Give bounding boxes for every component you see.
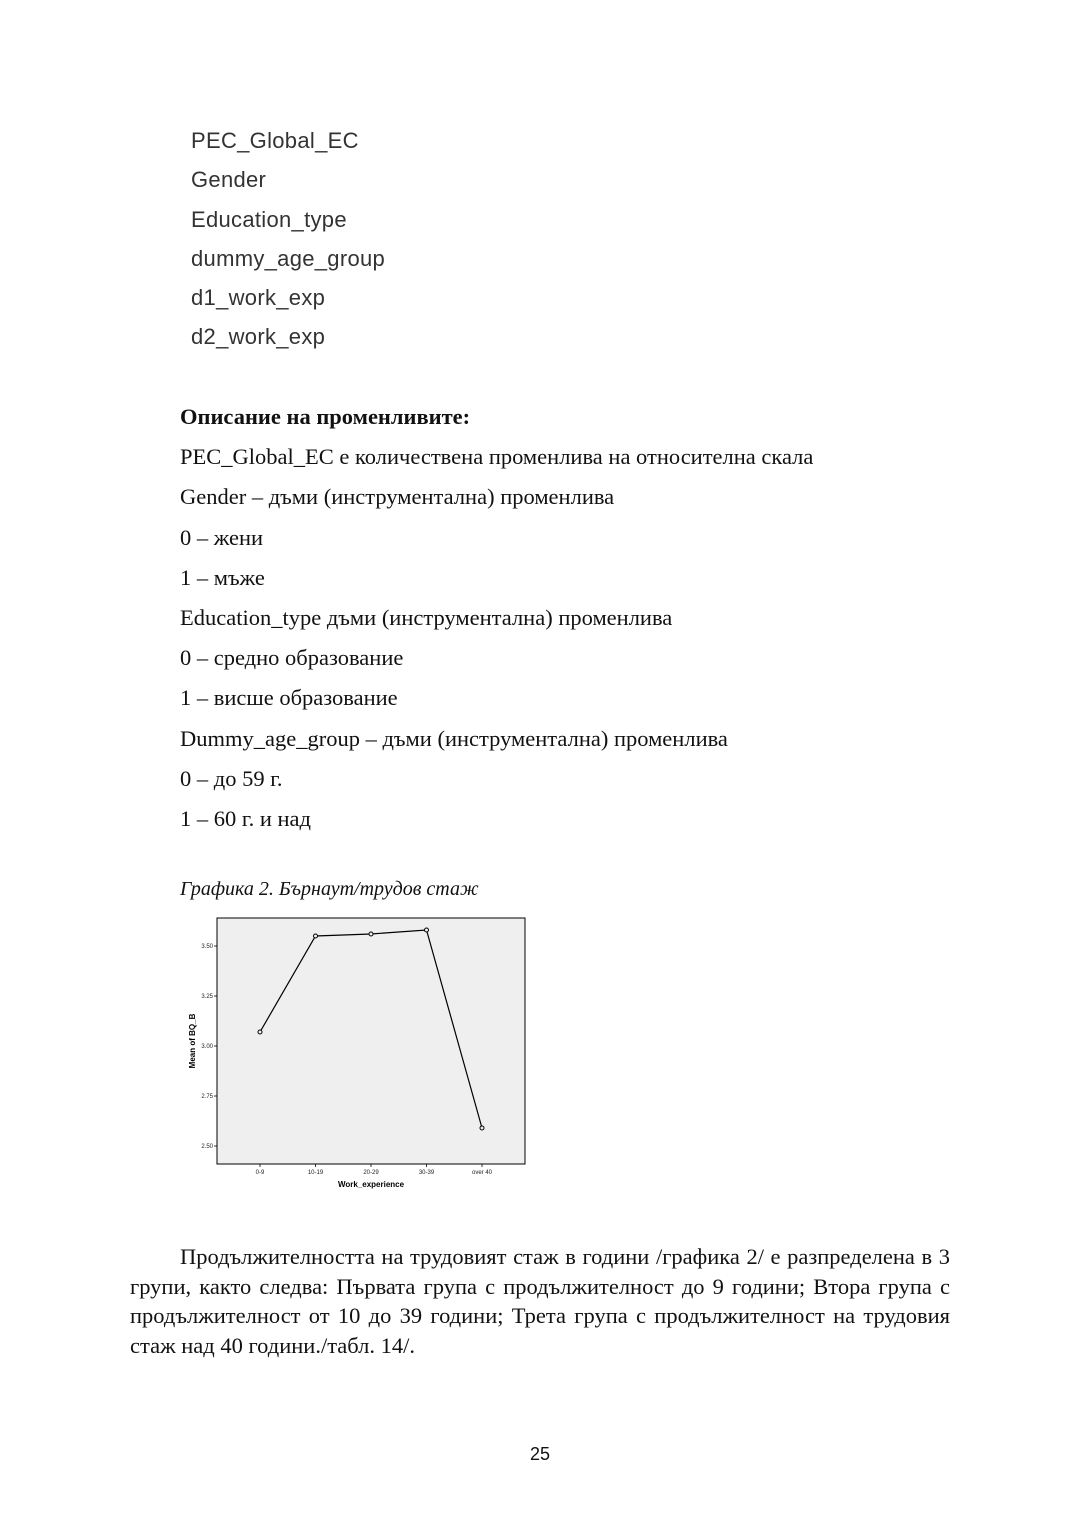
description-line: PEC_Global_EC е количествена променлива на относителна скала [180,444,814,470]
chart-svg [180,912,540,1197]
data-point [258,1030,262,1034]
figure-caption: Графика 2. Бърнаут/трудов стаж [180,878,479,900]
description-line: Gender – дъми (инструментална) променлива [180,484,615,510]
y-tick-label: 3.00 [201,1044,213,1050]
data-point [369,932,373,936]
description-line: Dummy_age_group – дъми (инструментална) променлива [180,725,728,751]
page-number: 25 [529,1444,551,1464]
description-line: 0 – средно образование [180,645,404,671]
description-line: Education_type дъми (инструментална) променлива [180,605,673,631]
data-point [314,934,318,938]
variable-item: dummy_age_group [191,245,386,271]
x-tick-label: over 40 [471,1170,493,1176]
x-tick-label: 10-19 [307,1170,324,1176]
data-point [480,1126,484,1130]
description-line: 1 – 60 г. и над [180,806,311,832]
x-tick-label: 30-39 [418,1170,435,1176]
y-tick-label: 3.25 [201,994,213,1000]
variable-item: Gender [191,167,267,193]
variable-item: d2_work_exp [191,324,326,350]
description-line: 1 – висше образование [180,685,398,711]
variable-list [191,121,385,357]
description-line: 0 – жени [180,524,264,550]
x-axis-ticks [256,1164,493,1176]
x-tick-label: 0-9 [255,1170,265,1176]
y-tick-label: 3.50 [201,944,213,950]
y-axis-label: Mean of BQ_B [188,1013,197,1069]
description-line: 1 – мъже [180,564,265,590]
data-point [425,928,429,932]
description-line: 0 – до 59 г. [180,765,283,791]
body-paragraph: Продължителността на трудовият стаж в години /графика 2/ е разпределена в 3 групи, както следва: Първата група с продължителност до 9 години; Втора група с продължителност от 10 до 39 години; Трета група с продължителност на трудовия стаж над 40 години./табл. 14/. [130,1244,950,1358]
y-tick-label: 2.50 [201,1144,213,1150]
y-tick-label: 2.75 [201,1094,213,1100]
line-chart [180,912,540,1202]
variable-item: PEC_Global_EC [191,128,359,153]
x-tick-label: 20-29 [363,1170,379,1176]
x-axis-label: Work_experience [337,1180,405,1189]
plot-area [217,918,525,1164]
y-axis-ticks [201,944,217,1150]
variable-item: d1_work_exp [191,285,326,311]
variable-item: Education_type [191,206,347,232]
description-heading: Описание на променливите: [180,404,471,429]
variable-description [180,397,813,839]
